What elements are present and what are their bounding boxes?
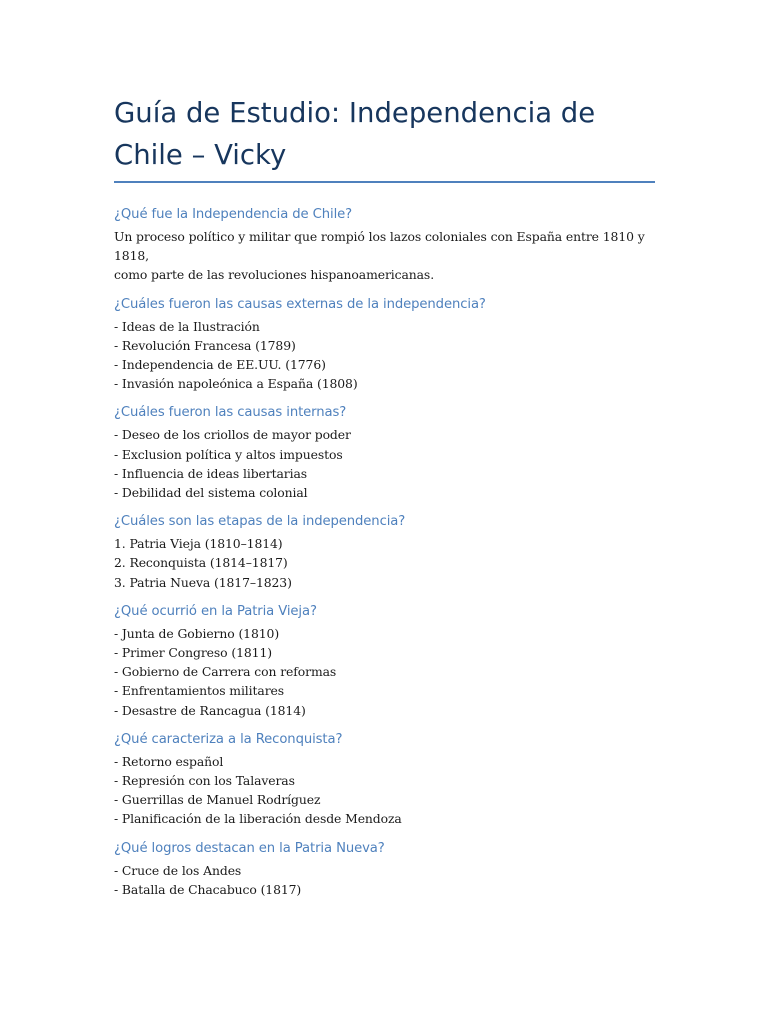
study-section bbox=[114, 512, 655, 592]
section-answer-line: - Batalla de Chacabuco (1817) bbox=[114, 881, 302, 897]
section-answer-line: - Invasión napoleónica a España (1808) bbox=[114, 376, 358, 392]
section-question-heading: ¿Cuáles son las etapas de la independencia? bbox=[114, 514, 406, 530]
section-answer-line: - Planificación de la liberación desde Mendoza bbox=[114, 811, 402, 827]
study-section bbox=[114, 205, 655, 285]
section-answer-line: - Debilidad del sistema colonial bbox=[114, 485, 308, 501]
section-question-heading: ¿Qué logros destacan en la Patria Nueva? bbox=[114, 840, 385, 856]
sections-container bbox=[114, 205, 655, 899]
section-answer-line: - Junta de Gobierno (1810) bbox=[114, 625, 280, 641]
study-section bbox=[114, 730, 655, 829]
study-section bbox=[114, 403, 655, 502]
section-answer-line: - Independencia de EE.UU. (1776) bbox=[114, 357, 326, 373]
section-answer-line: - Desastre de Rancagua (1814) bbox=[114, 702, 306, 718]
section-answer-line: - Retorno español bbox=[114, 753, 224, 769]
section-answer-line: 3. Patria Nueva (1817–1823) bbox=[114, 574, 292, 590]
section-answer-line: - Cruce de los Andes bbox=[114, 862, 242, 878]
section-answer-line: - Revolución Francesa (1789) bbox=[114, 337, 296, 353]
section-answer-line: - Deseo de los criollos de mayor poder bbox=[114, 427, 351, 443]
section-answer-line: - Guerrillas de Manuel Rodríguez bbox=[114, 792, 321, 808]
section-answer-line: Un proceso político y militar que rompió los lazos coloniales con España entre 1810 y 1818, bbox=[114, 229, 645, 264]
section-answer-line: - Gobierno de Carrera con reformas bbox=[114, 664, 337, 680]
document-title: Guía de Estudio: Independencia de Chile – Vicky bbox=[114, 97, 596, 171]
study-section bbox=[114, 602, 655, 720]
section-question-heading: ¿Qué fue la Independencia de Chile? bbox=[114, 207, 353, 222]
section-answer-line: - Enfrentamientos militares bbox=[114, 683, 285, 699]
title-underline bbox=[114, 181, 655, 183]
section-answer-line: - Primer Congreso (1811) bbox=[114, 645, 272, 661]
section-answer-line: - Exclusion política y altos impuestos bbox=[114, 446, 343, 462]
section-question-heading: ¿Cuáles fueron las causas internas? bbox=[114, 405, 347, 421]
study-section bbox=[114, 839, 655, 899]
section-answer-line: 1. Patria Vieja (1810–1814) bbox=[114, 536, 283, 552]
document-page bbox=[114, 92, 655, 909]
section-answer-line: - Influencia de ideas libertarias bbox=[114, 465, 307, 481]
section-answer-line: como parte de las revoluciones hispanoamericanas. bbox=[114, 267, 435, 283]
study-section bbox=[114, 295, 655, 394]
section-question-heading: ¿Cuáles fueron las causas externas de la independencia? bbox=[114, 296, 486, 312]
section-answer-line: - Ideas de la Ilustración bbox=[114, 318, 260, 334]
section-answer-line: 2. Reconquista (1814–1817) bbox=[114, 555, 288, 571]
section-answer-line: - Represión con los Talaveras bbox=[114, 773, 295, 789]
section-question-heading: ¿Qué caracteriza a la Reconquista? bbox=[114, 731, 343, 747]
section-question-heading: ¿Qué ocurrió en la Patria Vieja? bbox=[114, 603, 317, 619]
